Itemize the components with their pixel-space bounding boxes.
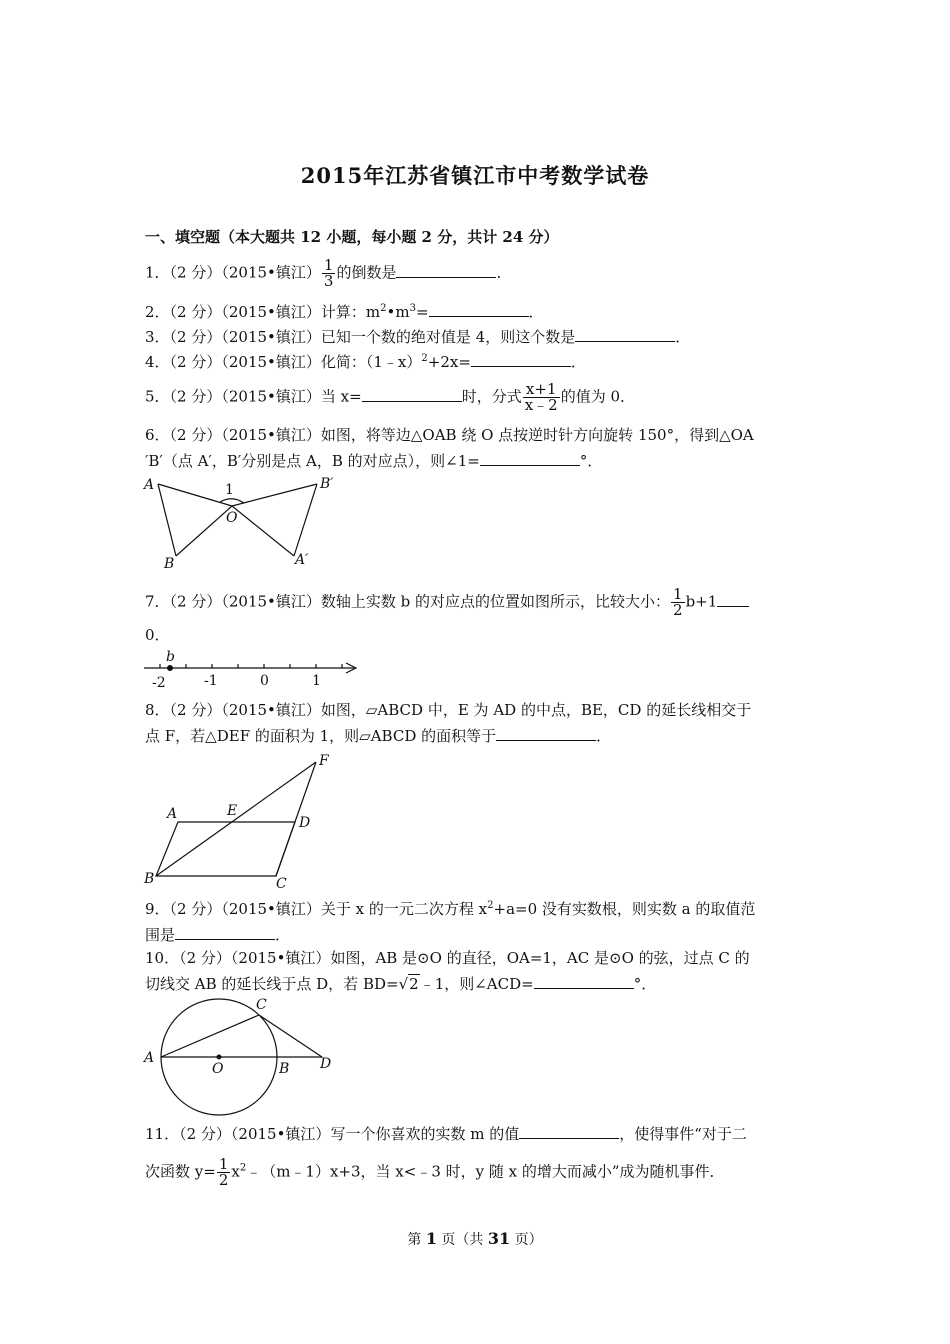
question-3: [145, 326, 690, 347]
question-text: +2x=: [427, 353, 471, 371]
segment-BF: [156, 762, 316, 876]
question-text: 时，分式: [461, 387, 522, 406]
tick-label: -1: [204, 673, 218, 689]
question-meta: （2 分）（2015•镇江）: [179, 949, 331, 967]
question-1: [145, 258, 511, 289]
question-meta: （2 分）（2015•镇江）: [169, 328, 321, 346]
point-b: [167, 665, 173, 671]
answer-blank[interactable]: [362, 386, 462, 402]
question-text: 0．: [145, 626, 170, 644]
question-text: x: [231, 1162, 240, 1181]
question-6: [145, 425, 754, 445]
denominator: 3: [323, 272, 334, 290]
question-text: 如图，▱ABCD 中，E 为 AD 的中点，BE，CD 的延长线相交于: [320, 701, 752, 719]
fraction: [217, 1157, 231, 1188]
question-6-line-2: [145, 450, 602, 471]
answer-blank[interactable]: [717, 591, 749, 607]
question-end: °．: [579, 452, 603, 470]
question-5: [145, 382, 635, 413]
numerator: 1: [218, 1155, 229, 1173]
question-9-line-2: [145, 924, 290, 945]
label-D: D: [299, 815, 311, 831]
label-b: b: [166, 650, 175, 665]
question-meta: （2 分）（2015•镇江）: [169, 701, 321, 719]
question-11: [145, 1123, 747, 1144]
square-root: √2: [398, 975, 419, 993]
exponent: 2: [487, 900, 494, 911]
question-text: 点 F，若△DEF 的面积为 1，则▱ABCD 的面积等于: [145, 727, 497, 745]
question-end: ．: [496, 263, 512, 282]
segment-BpAp: [294, 484, 317, 556]
question-meta: （2 分）（2015•镇江）: [169, 353, 321, 371]
label-B: B: [279, 1061, 290, 1077]
numerator: x+1: [523, 382, 560, 398]
label-B: B: [164, 556, 175, 572]
question-text: ′B′（点 A′，B′分别是点 A，B 的对应点），则∠1=: [145, 452, 480, 470]
question-text: •m: [386, 303, 410, 321]
segment-BO: [176, 506, 232, 556]
parallelogram-ABCD: [156, 822, 295, 876]
page-title: 2015年江苏省镇江市中考数学试卷: [300, 163, 650, 188]
question-text: 如图，将等边△OAB 绕 O 点按逆时针方向旋转 150°，得到△OA: [320, 426, 754, 444]
question-text: 当 x=: [320, 387, 362, 406]
question-number: 5．: [145, 387, 170, 406]
label-E: E: [227, 803, 238, 819]
label-angle-1: 1: [225, 482, 234, 498]
question-number: 1．: [145, 263, 170, 282]
answer-blank[interactable]: [429, 301, 529, 317]
center-O: [217, 1055, 222, 1060]
question-2: [145, 301, 544, 322]
angle-1-arc: [220, 499, 244, 503]
label-A-prime: A′: [295, 552, 309, 568]
question-end: ．: [675, 328, 691, 346]
question-number: 3．: [145, 328, 170, 346]
question-text: 围是: [145, 926, 176, 944]
question-end: 的值为 0．: [560, 387, 636, 406]
answer-blank[interactable]: [396, 262, 496, 278]
question-10: [145, 948, 750, 968]
chord-AC: [161, 1015, 259, 1057]
question-number: 8．: [145, 701, 170, 719]
question-text: 计算：m: [320, 303, 381, 321]
question-number: 2．: [145, 303, 170, 321]
segment-OAp: [232, 506, 294, 556]
label-F: F: [319, 753, 329, 769]
exponent: 2: [380, 303, 387, 314]
footer-text: 页（共: [436, 1232, 488, 1248]
question-text: ，使得事件“对于二: [619, 1125, 747, 1143]
answer-blank[interactable]: [175, 924, 275, 940]
question-number: 6．: [145, 426, 170, 444]
question-text: 次函数 y=: [145, 1162, 216, 1181]
question-4: [145, 351, 586, 372]
question-meta: （2 分）（2015•镇江）: [169, 592, 321, 611]
question-11-line-2: [145, 1157, 725, 1188]
label-O: O: [226, 510, 238, 526]
question-text: 数轴上实数 b 的对应点的位置如图所示，比较大小：: [320, 592, 671, 611]
figure-rotated-triangles: [140, 472, 350, 572]
exponent: 3: [409, 303, 416, 314]
denominator: x﹣2: [524, 396, 558, 414]
answer-blank[interactable]: [575, 326, 675, 342]
figure-parallelogram: [140, 750, 340, 892]
page-total: 31: [487, 1229, 511, 1248]
question-text: 如图，AB 是⊙O 的直径，OA=1，AC 是⊙O 的弦，过点 C 的: [330, 949, 750, 967]
tick-label: 0: [260, 673, 269, 689]
fraction: [322, 258, 336, 289]
question-9: [145, 899, 755, 919]
question-text: ﹣1，则∠ACD=: [419, 975, 534, 993]
answer-blank[interactable]: [496, 725, 596, 741]
question-end: °．: [633, 975, 657, 993]
question-end: ．: [596, 727, 612, 745]
question-text: 的倒数是: [336, 263, 397, 282]
question-end: ．: [275, 926, 291, 944]
figure-number-line: [140, 650, 365, 692]
segment-AB: [158, 484, 176, 556]
fraction: [523, 382, 560, 413]
question-8-line-2: [145, 725, 611, 746]
question-number: 4．: [145, 353, 170, 371]
question-number: 9．: [145, 900, 170, 918]
question-end: ．: [570, 353, 586, 371]
question-text: 写一个你喜欢的实数 m 的值: [330, 1125, 520, 1143]
question-text: 切线交 AB 的延长线于点 D，若 BD=: [145, 975, 399, 993]
label-B-prime: B′: [320, 476, 334, 492]
denominator: 2: [673, 601, 683, 619]
answer-blank[interactable]: [519, 1123, 619, 1139]
question-text: 化简：（1﹣x）: [320, 353, 422, 371]
question-text: ﹣（m﹣1）x+3，当 x<﹣3 时，y 随 x 的增大而减小”成为随机事件．: [246, 1162, 725, 1181]
question-text: b+1: [685, 592, 718, 611]
label-C: C: [276, 876, 287, 892]
radicand: 2: [409, 975, 419, 993]
exponent: 2: [239, 1162, 247, 1174]
question-text: 关于 x 的一元二次方程 x: [320, 900, 488, 918]
question-number: 10．: [145, 949, 180, 967]
figure-circle-tangent: [140, 995, 340, 1120]
question-meta: （2 分）（2015•镇江）: [169, 263, 321, 282]
question-7: [145, 587, 749, 618]
fraction: [671, 587, 685, 618]
question-meta: （2 分）（2015•镇江）: [169, 900, 321, 918]
denominator: 2: [218, 1171, 229, 1189]
label-A: A: [144, 1050, 155, 1066]
answer-blank[interactable]: [480, 450, 580, 466]
segment-OBp: [232, 484, 317, 506]
tick-label: 1: [312, 673, 321, 689]
tangent-CD: [259, 1015, 322, 1057]
question-number: 7．: [145, 592, 170, 611]
footer-text: 页）: [510, 1232, 543, 1248]
question-end: ．: [528, 303, 544, 321]
label-B: B: [144, 871, 155, 887]
label-C: C: [256, 997, 267, 1013]
label-A: A: [167, 806, 178, 822]
page-number: 1: [425, 1229, 437, 1248]
answer-blank[interactable]: [471, 351, 571, 367]
question-7-line-2: [145, 625, 170, 645]
question-meta: （2 分）（2015•镇江）: [169, 303, 321, 321]
tick-label: -2: [152, 675, 166, 691]
question-number: 11．: [145, 1125, 180, 1143]
question-text: =: [415, 303, 429, 321]
question-meta: （2 分）（2015•镇江）: [179, 1125, 331, 1143]
numerator: 1: [673, 585, 683, 603]
label-D: D: [320, 1056, 332, 1072]
section-heading: 一、填空题（本大题共 12 小题，每小题 2 分，共计 24 分）: [145, 228, 559, 246]
exponent: 2: [421, 353, 428, 364]
label-O: O: [212, 1061, 224, 1077]
question-8: [145, 700, 751, 720]
answer-blank[interactable]: [534, 973, 634, 989]
page-footer: [0, 1229, 950, 1249]
question-text: +a=0 没有实数根，则实数 a 的取值范: [493, 900, 756, 918]
question-text: 已知一个数的绝对值是 4，则这个数是: [320, 328, 576, 346]
numerator: 1: [323, 256, 334, 274]
question-10-line-2: [145, 973, 656, 994]
question-meta: （2 分）（2015•镇江）: [169, 387, 321, 406]
question-meta: （2 分）（2015•镇江）: [169, 426, 321, 444]
footer-text: 第: [407, 1232, 426, 1248]
label-A: A: [144, 477, 155, 493]
segment-AO: [158, 484, 232, 506]
